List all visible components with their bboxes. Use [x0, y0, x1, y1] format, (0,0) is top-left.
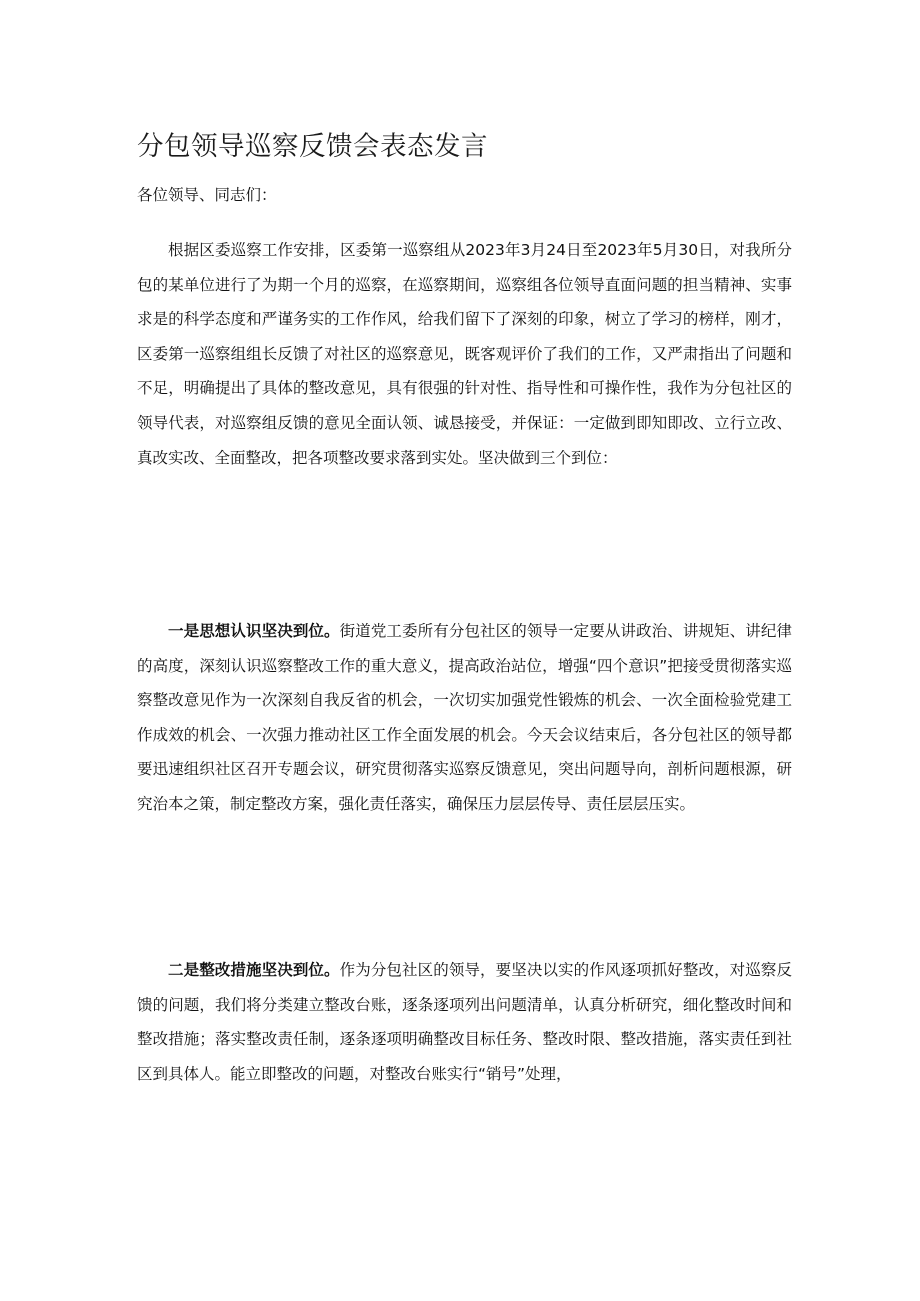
- paragraph-text: 作为分包社区的领导，要坚决以实的作风逐项抓好整改，对巡察反馈的问题，我们将分类建立整改台账，逐条逐项列出问题清单，认真分析研究，细化整改时间和整改措施；落实整改责任制，逐条逐项明确整改目标任务、整改时限、整改措施，落实责任到社区到具体人。能立即整改的问题，对整改台账实行“销号”处理，: [137, 961, 792, 1083]
- paragraph-text: 街道党工委所有分包社区的领导一定要从讲政治、讲规矩、讲纪律的高度，深刻认识巡察整改工作的重大意义，提高政治站位，增强“四个意识”把接受贯彻落实巡察整改意见作为一次深刻自我反省的机会，一次切实加强党性锻炼的机会、一次全面检验党建工作成效的机会、一次强力推动社区工作全面发展的机会。今天会议结束后，各分包社区的领导都要迅速组织社区召开专题会议，研究贯彻落实巡察反馈意见，突出问题导向，剖析问题根源，研究治本之策，制定整改方案，强化责任落实，确保压力层层传导、责任层层压实。: [137, 622, 792, 813]
- salutation: 各位领导、同志们：: [137, 186, 277, 204]
- paragraph-lead: 二是整改措施坚决到位。: [168, 961, 340, 979]
- document-title: 分包领导巡察反馈会表态发言: [137, 131, 488, 162]
- paragraph-text: 根据区委巡察工作安排，区委第一巡察组从2023年3月24日至2023年5月30日，对我所分包的某单位进行了为期一个月的巡察，在巡察期间，巡察组各位领导直面问题的担当精神、实事求是的科学态度和严谨务实的工作作风，给我们留下了深刻的印象，树立了学习的榜样，刚才，区委第一巡察组组长反馈了对社区的巡察意见，既客观评价了我们的工作，又严肃指出了问题和不足，明确提出了具体的整改意见，具有很强的针对性、指导性和可操作性，我作为分包社区的领导代表，对巡察组反馈的意见全面认领、诚恳接受，并保证：一定做到即知即改、立行立改、真改实改、全面整改，把各项整改要求落到实处。坚决做到三个到位：: [137, 241, 792, 467]
- paragraph-intro: [137, 233, 792, 475]
- paragraph-ideological-understanding: [137, 614, 792, 822]
- paragraph-lead: 一是思想认识坚决到位。: [168, 622, 340, 640]
- paragraph-rectification-measures: [137, 953, 792, 1091]
